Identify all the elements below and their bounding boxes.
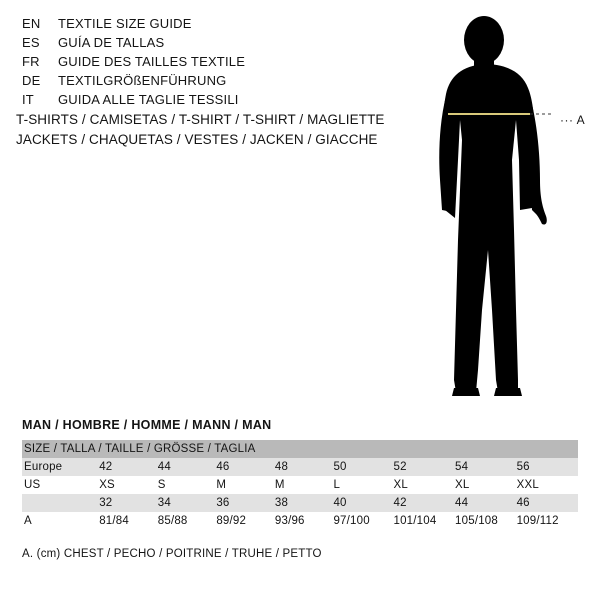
table-cell: M: [275, 476, 334, 494]
table-cell: 46: [517, 494, 578, 512]
language-code: IT: [22, 92, 34, 107]
language-text: TEXTILGRÖßENFÜHRUNG: [58, 73, 227, 88]
size-table: [22, 440, 578, 530]
language-row: [22, 16, 382, 35]
language-row: [22, 73, 382, 92]
table-footnote: A. (cm) CHEST / PECHO / POITRINE / TRUHE / PETTO: [22, 548, 322, 560]
table-cell: 56: [517, 458, 578, 476]
table-cell: XL: [455, 476, 517, 494]
garment-category-list: [16, 110, 416, 150]
language-row: [22, 54, 382, 73]
table-cell: 46: [216, 458, 275, 476]
table-cell: 48: [275, 458, 334, 476]
table-cell: S: [158, 476, 217, 494]
category-jackets: JACKETS / CHAQUETAS / VESTES / JACKEN / GIACCHE: [16, 132, 378, 147]
language-text: GUÍA DE TALLAS: [58, 35, 165, 50]
row-label: US: [22, 476, 99, 494]
language-row: [22, 35, 382, 54]
language-text: GUIDA ALLE TAGLIE TESSILI: [58, 92, 239, 107]
row-label: [22, 494, 99, 512]
table-section-title: MAN / HOMBRE / HOMME / MANN / MAN: [22, 418, 272, 432]
table-cell: 105/108: [455, 512, 517, 530]
table-header-label: SIZE / TALLA / TAILLE / GRÖSSE / TAGLIA: [22, 440, 578, 458]
row-label: A: [22, 512, 99, 530]
table-cell: 81/84: [99, 512, 158, 530]
table-row: [22, 458, 578, 476]
male-silhouette-icon: [400, 10, 600, 410]
table-cell: 38: [275, 494, 334, 512]
table-cell: 89/92: [216, 512, 275, 530]
table-cell: 42: [99, 458, 158, 476]
table-cell: 109/112: [517, 512, 578, 530]
table-cell: 42: [393, 494, 455, 512]
table-cell: 50: [333, 458, 393, 476]
table-cell: 101/104: [393, 512, 455, 530]
table-cell: 52: [393, 458, 455, 476]
language-list: [22, 16, 382, 111]
language-text: TEXTILE SIZE GUIDE: [58, 16, 192, 31]
table-row: [22, 512, 578, 530]
body-figure: [400, 10, 600, 410]
table-cell: L: [333, 476, 393, 494]
table-cell: 40: [333, 494, 393, 512]
table-cell: 44: [158, 458, 217, 476]
table-cell: M: [216, 476, 275, 494]
table-cell: 93/96: [275, 512, 334, 530]
table-row: [22, 476, 578, 494]
language-text: GUIDE DES TAILLES TEXTILE: [58, 54, 246, 69]
table-cell: 36: [216, 494, 275, 512]
table-cell: 85/88: [158, 512, 217, 530]
language-code: ES: [22, 35, 40, 50]
language-row: [22, 92, 382, 111]
measure-label-a: ··· A: [560, 113, 586, 127]
table-cell: 32: [99, 494, 158, 512]
table-cell: 54: [455, 458, 517, 476]
table-cell: 44: [455, 494, 517, 512]
row-label: Europe: [22, 458, 99, 476]
language-code: EN: [22, 16, 41, 31]
table-row: [22, 494, 578, 512]
table-header-row: [22, 440, 578, 458]
table-cell: XS: [99, 476, 158, 494]
table-cell: 34: [158, 494, 217, 512]
table-cell: 97/100: [333, 512, 393, 530]
language-code: FR: [22, 54, 40, 69]
language-code: DE: [22, 73, 41, 88]
category-tshirts: T-SHIRTS / CAMISETAS / T-SHIRT / T-SHIRT / MAGLIETTE: [16, 112, 385, 127]
table-cell: XXL: [517, 476, 578, 494]
table-cell: XL: [393, 476, 455, 494]
